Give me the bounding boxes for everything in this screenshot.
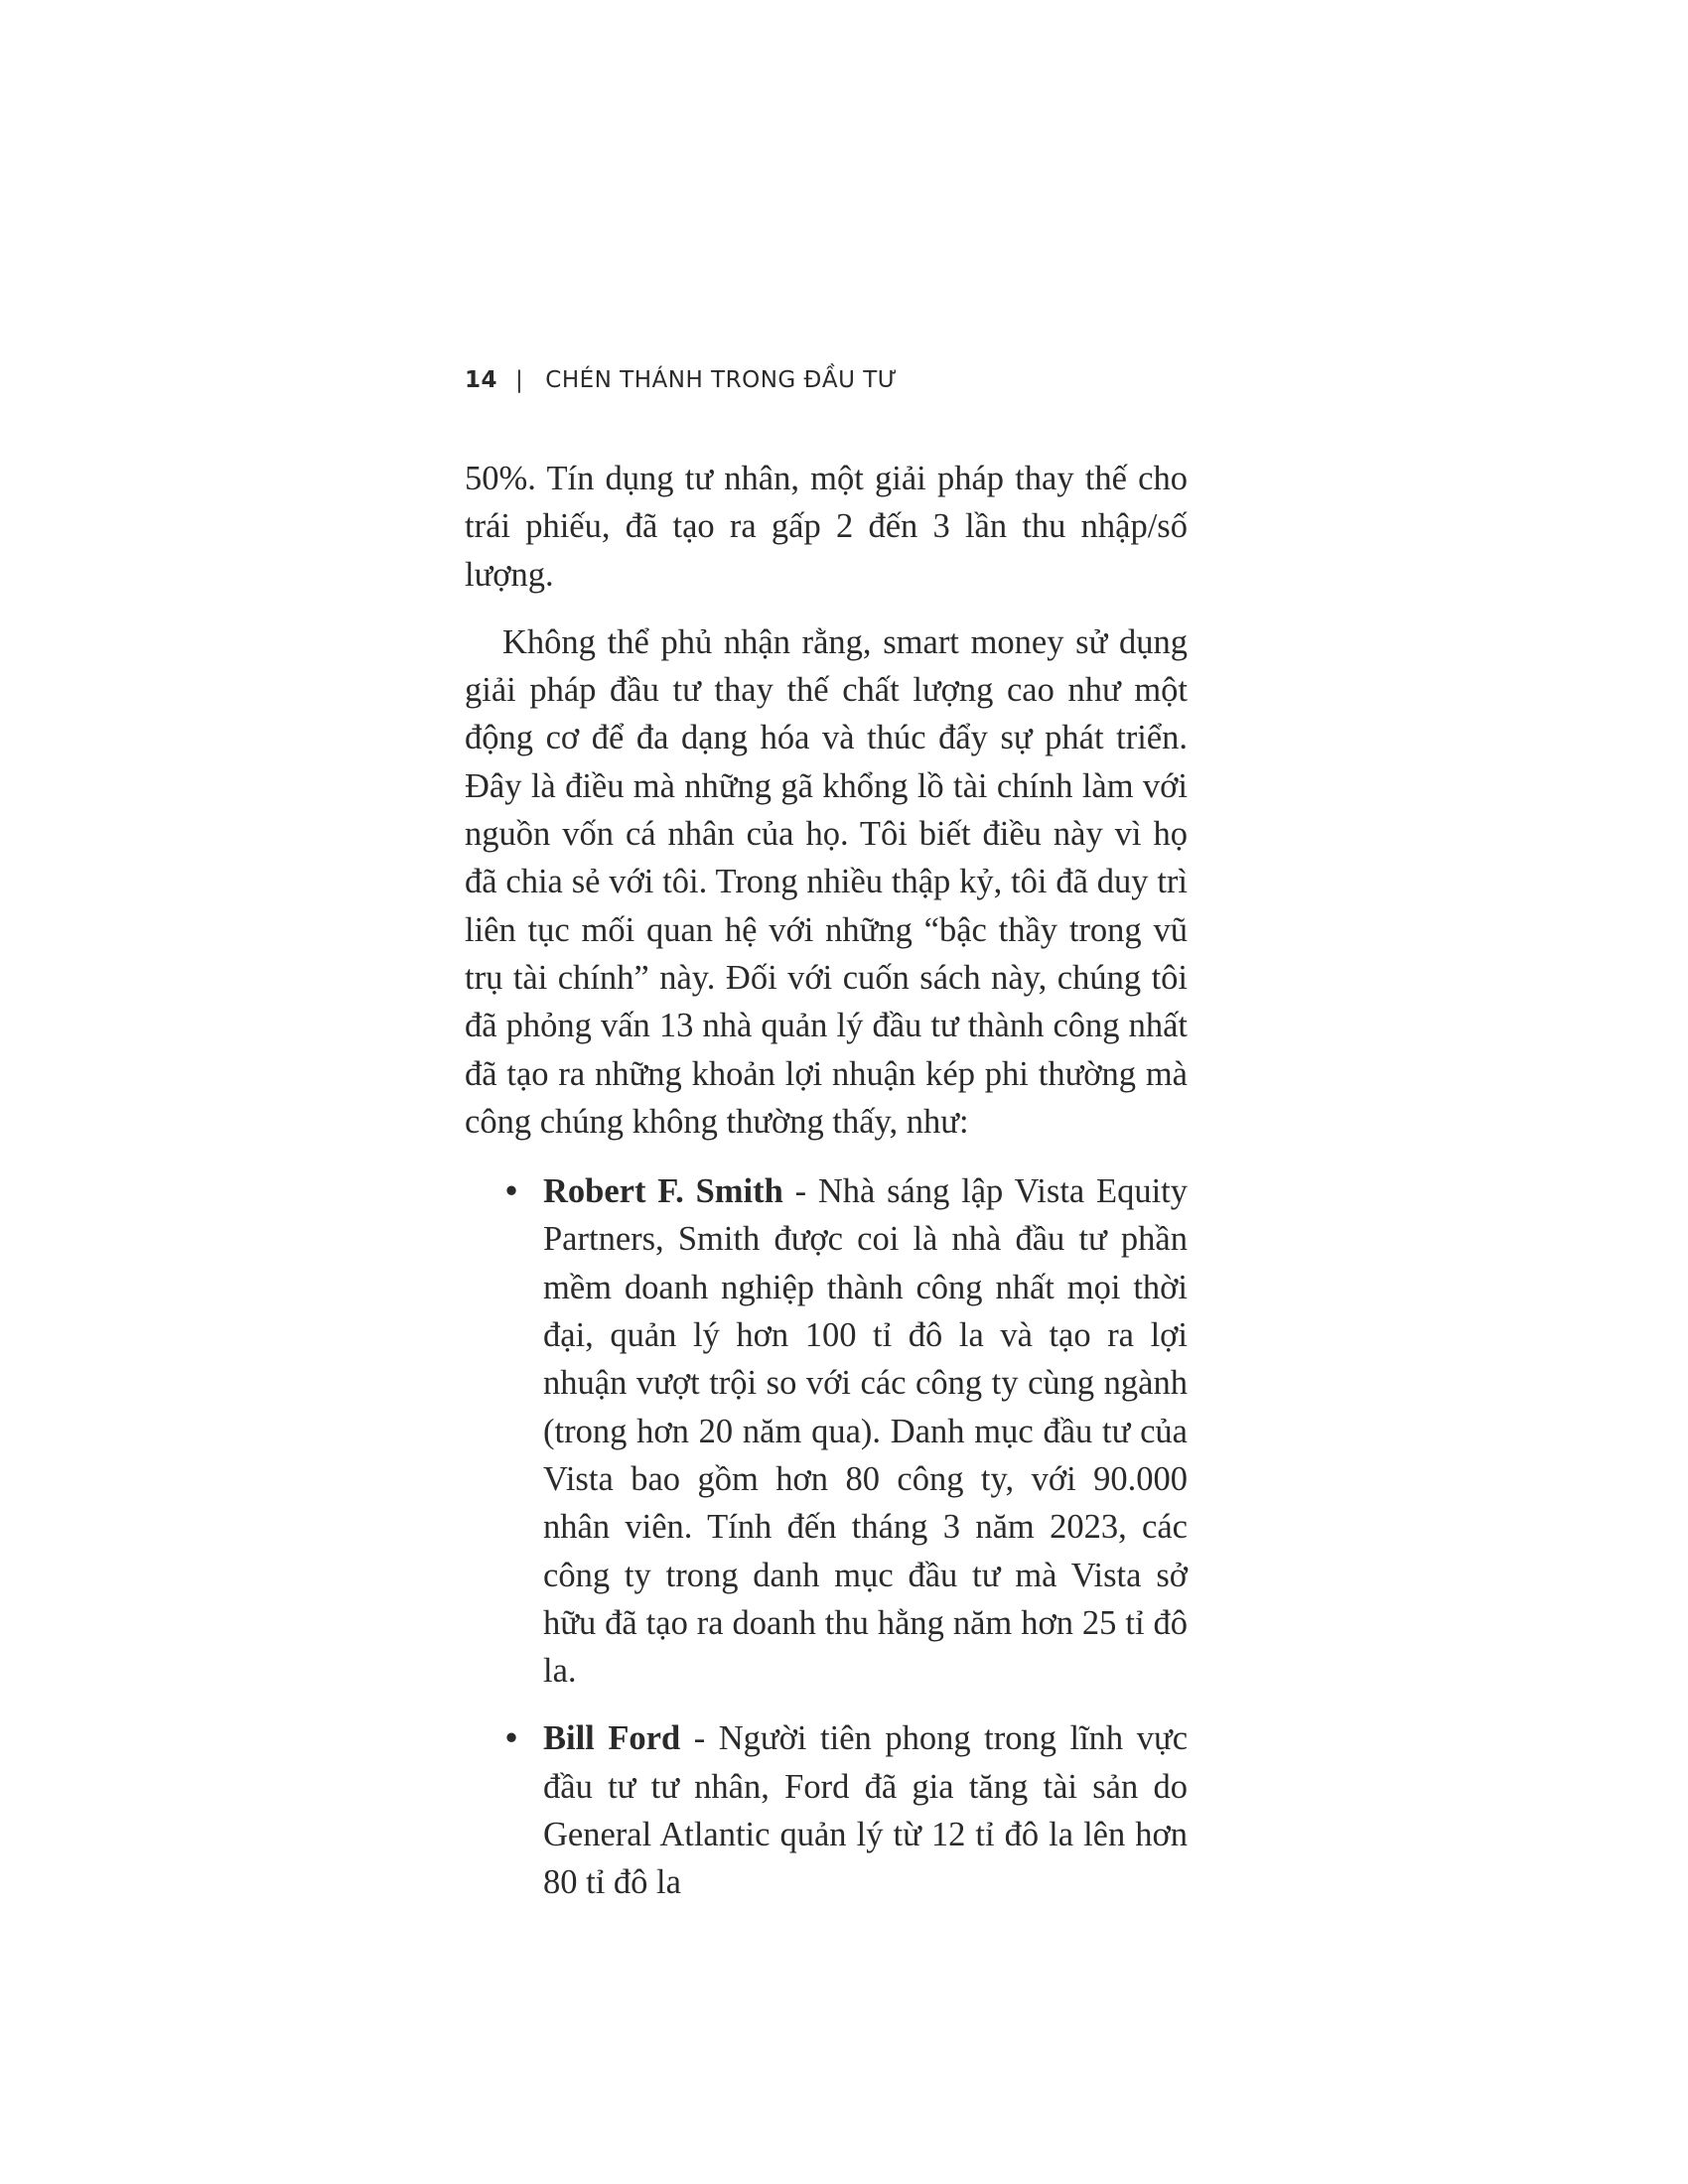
body-text <box>465 455 1188 1907</box>
page-number: 14 <box>465 367 498 393</box>
header-separator: | <box>515 367 524 393</box>
investor-name: Robert F. Smith <box>543 1172 783 1211</box>
bullet-icon: • <box>505 1719 518 1758</box>
list-item-bill-ford <box>505 1714 1189 1906</box>
investor-description: - Người tiên phong trong lĩnh vực đầu tư tư nhân, Ford đã gia tăng tài sản do General Atlantic quản lý từ 12 tỉ đô la lên hơn 80 tỉ đô la <box>543 1719 1189 1902</box>
paragraph-smart-money: Không thể phủ nhận rằng, smart money sử dụng giải pháp đầu tư thay thế chất lượng cao như một động cơ để đa dạng hóa và thúc đẩy sự phát triển. Đây là điều mà những gã khổng lồ tài chính làm với nguồn vốn cá nhân của họ. Tôi biết điều này vì họ đã chia sẻ với tôi. Trong nhiều thập kỷ, tôi đã duy trì liên tục mối quan hệ với những “bậc thầy trong vũ trụ tài chính” này. Đối với cuốn sách này, chúng tôi đã phỏng vấn 13 nhà quản lý đầu tư thành công nhất đã tạo ra những khoản lợi nhuận kép phi thường mà công chúng không thường thấy, như: <box>465 622 1188 1141</box>
investor-description: - Nhà sáng lập Vista Equity Partners, Smith được coi là nhà đầu tư phần mềm doanh nghiệp thành công nhất mọi thời đại, quản lý hơn 100 tỉ đô la và tạo ra lợi nhuận vượt trội so với các công ty cùng ngành (trong hơn 20 năm qua). Danh mục đầu tư của Vista bao gồm hơn 80 công ty, với 90.000 nhân viên. Tính đến tháng 3 năm 2023, các công ty trong danh mục đầu tư mà Vista sở hữu đã tạo ra doanh thu hằng năm hơn 25 tỉ đô la. <box>543 1172 1189 1691</box>
investor-name: Bill Ford <box>543 1719 681 1758</box>
book-title: CHÉN THÁNH TRONG ĐẦU TƯ <box>545 367 899 393</box>
running-header <box>465 367 898 393</box>
list-item-robert-smith <box>505 1167 1189 1695</box>
investor-list <box>465 1167 1188 1906</box>
paragraph-continuation: 50%. Tín dụng tư nhân, một giải pháp thay thế cho trái phiếu, đã tạo ra gấp 2 đến 3 lần thu nhập/số lượng. <box>465 460 1188 594</box>
bullet-icon: • <box>505 1172 518 1211</box>
